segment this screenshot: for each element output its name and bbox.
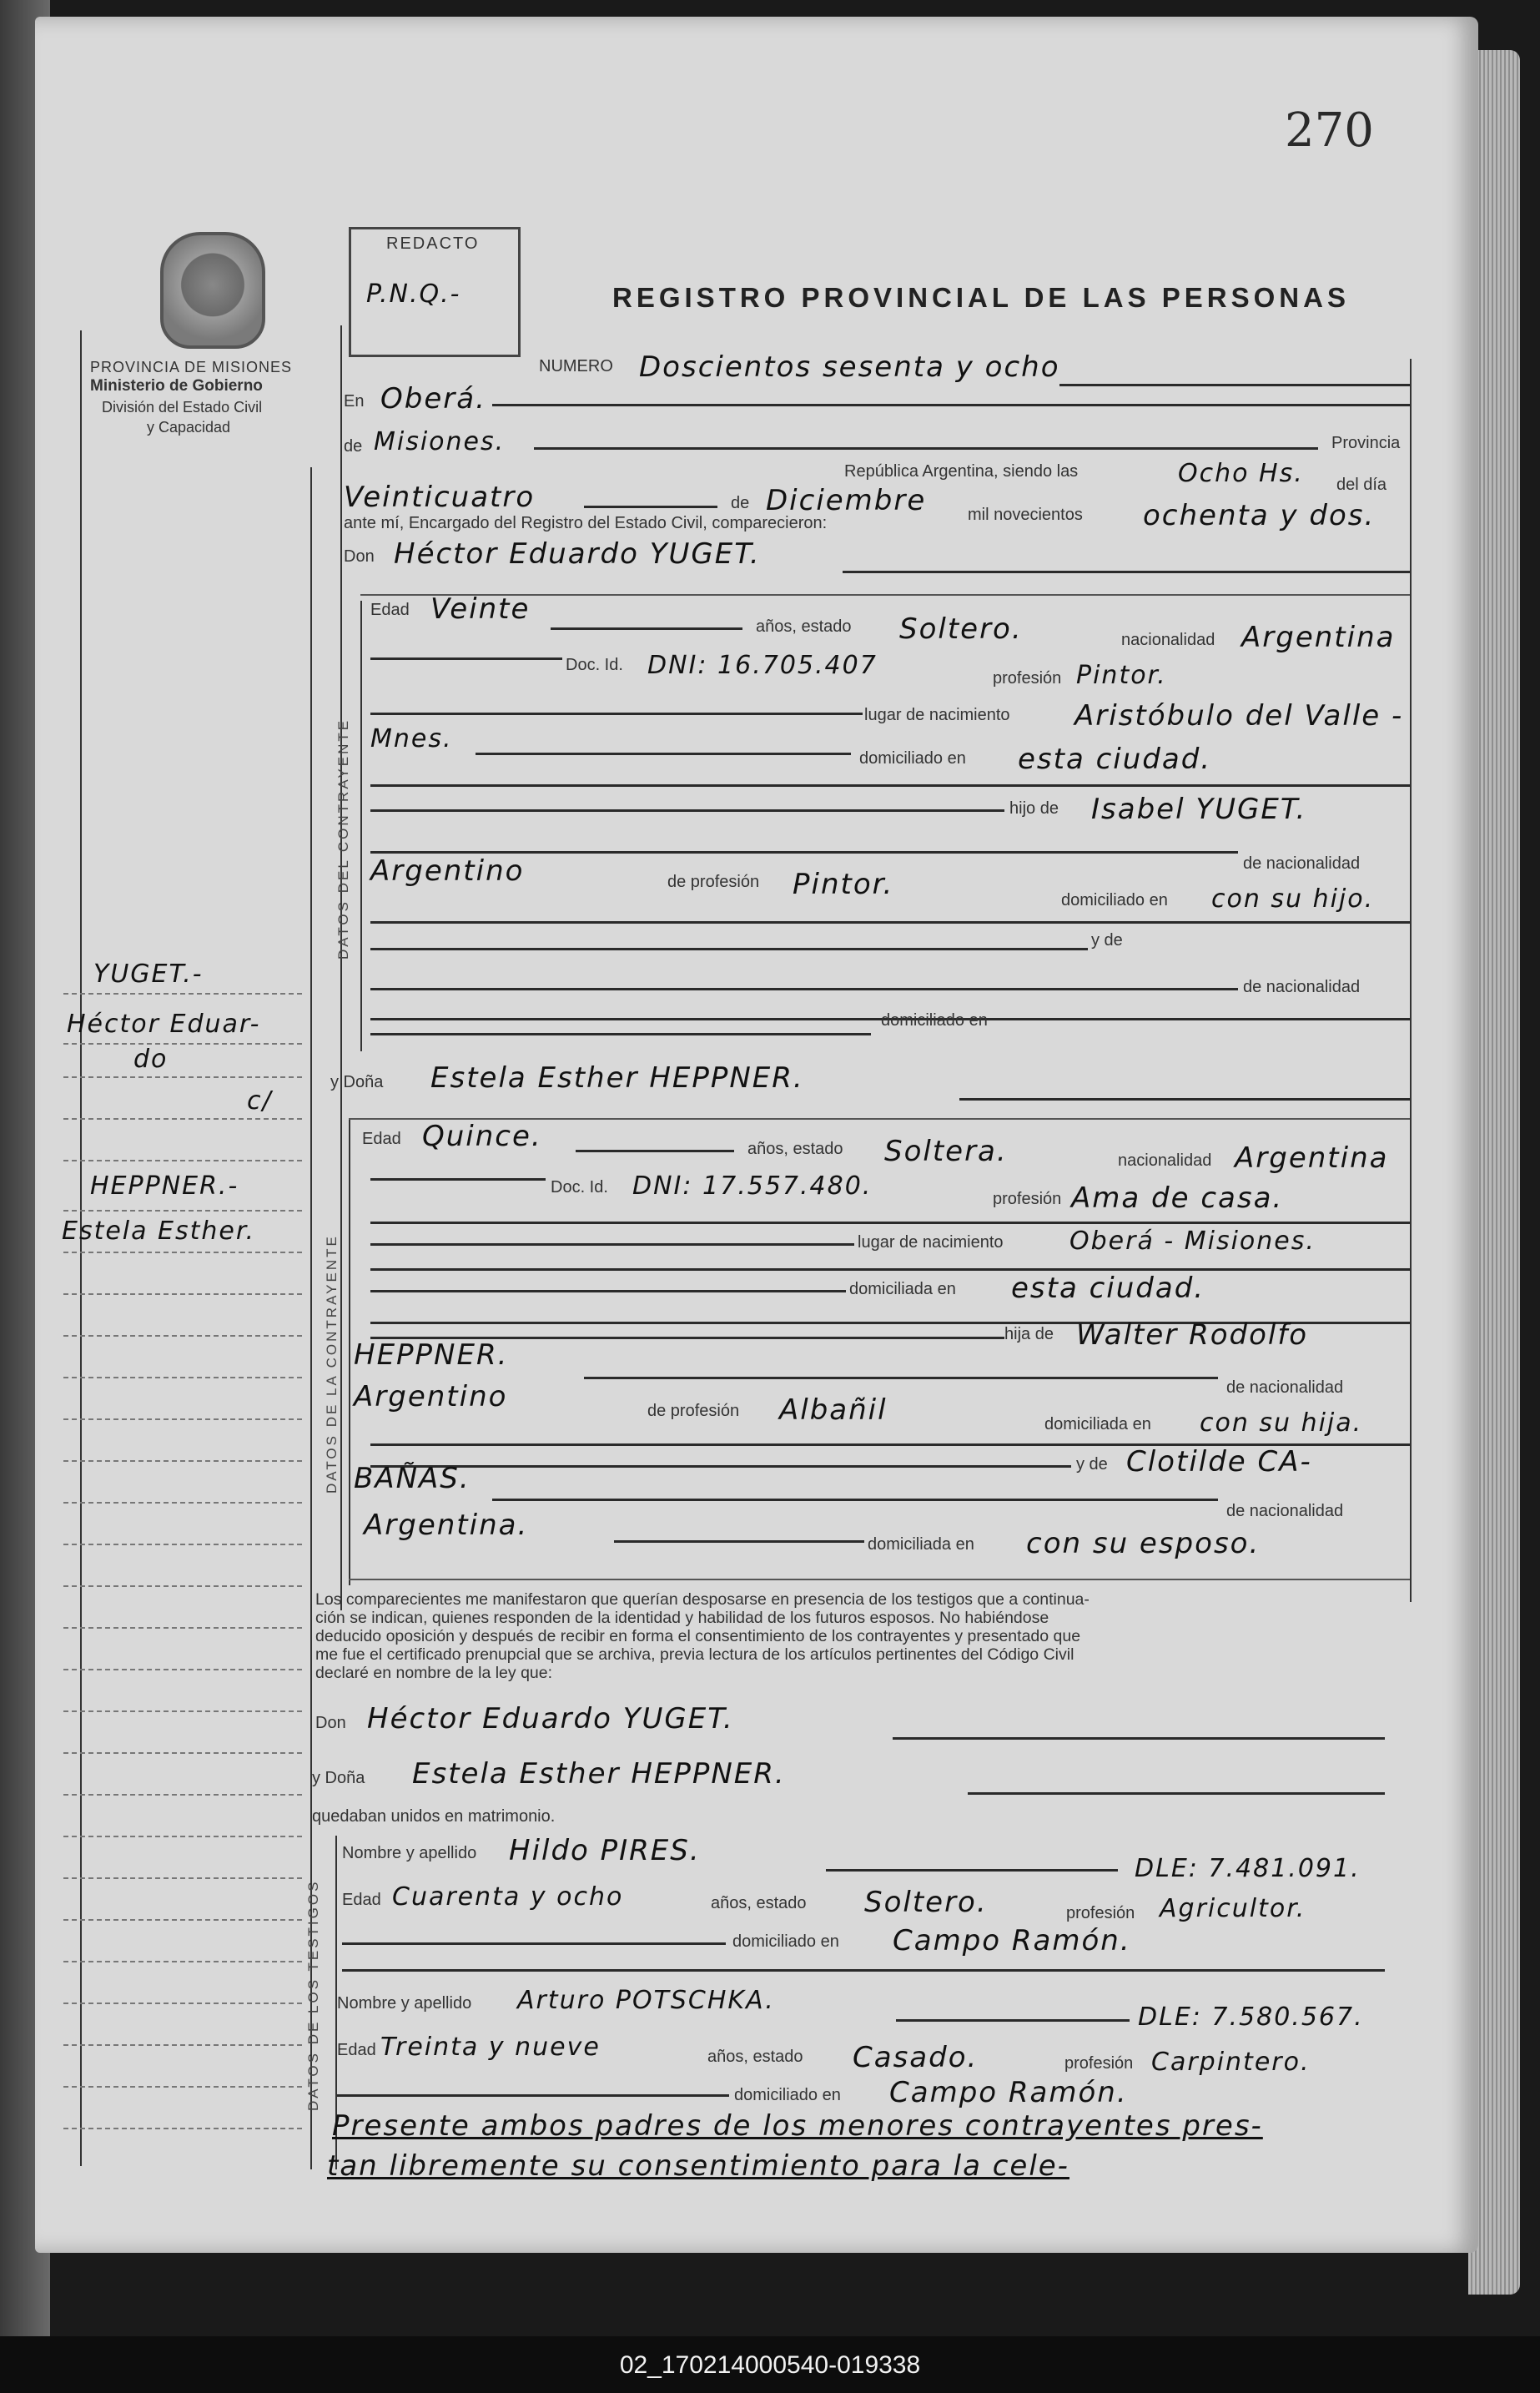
declaration-paragraph bbox=[315, 1590, 1383, 1682]
redacto-box bbox=[349, 227, 521, 357]
declaration-line: deducido oposición y después de recibir en forma el consentimiento de los contrayentes y presentado que bbox=[315, 1627, 1081, 1645]
redacto-value: P.N.Q.- bbox=[366, 280, 461, 309]
fill-line bbox=[1059, 384, 1410, 386]
groom-anos-label: años, estado bbox=[756, 617, 852, 636]
bride-estado: Soltera. bbox=[884, 1135, 1008, 1168]
t1-prof-label: profesión bbox=[1066, 1904, 1135, 1922]
fill-line bbox=[492, 404, 1410, 406]
t2-anos-label: años, estado bbox=[707, 2048, 803, 2066]
fill-line bbox=[337, 2094, 729, 2097]
bride-edad: Quince. bbox=[422, 1120, 542, 1153]
bride-hija-label: hija de bbox=[1004, 1325, 1054, 1343]
scan-identifier: 02_170214000540-019338 bbox=[619, 2351, 921, 2379]
header-capacidad: y Capacidad bbox=[147, 419, 231, 436]
final-note-line: tan libremente su consentimiento para la cele- bbox=[327, 2149, 1069, 2183]
t1-nombre-label: Nombre y apellido bbox=[342, 1844, 477, 1862]
fill-line bbox=[893, 1737, 1385, 1740]
groom-padre-prof: Pintor. bbox=[793, 868, 894, 901]
bride-name: Estela Esther HEPPNER. bbox=[430, 1061, 804, 1095]
margin-rule bbox=[63, 2128, 305, 2129]
t1-anos-label: años, estado bbox=[711, 1894, 807, 1912]
groom-lugar-nac-cont: Mnes. bbox=[370, 724, 453, 753]
t2-domicilio: Campo Ramón. bbox=[889, 2076, 1128, 2109]
t1-domicilio: Campo Ramón. bbox=[893, 1924, 1131, 1957]
fill-line bbox=[370, 1178, 546, 1181]
margin-rule bbox=[63, 1627, 305, 1629]
fecha-de-label: de bbox=[731, 494, 750, 512]
groom-section-label: DATOS DEL CONTRAYENTE bbox=[335, 718, 351, 960]
dia-value: Veinticuatro bbox=[344, 481, 536, 514]
margin-rule bbox=[63, 1710, 305, 1712]
fill-line bbox=[534, 447, 1318, 450]
coat-of-arms-seal bbox=[160, 232, 265, 349]
bride-prof-label: profesión bbox=[993, 1190, 1062, 1208]
t1-profesion: Agricultor. bbox=[1160, 1894, 1306, 1923]
margin-rule bbox=[63, 993, 305, 995]
section-rule bbox=[349, 1579, 1410, 1580]
contrayente2-rule bbox=[349, 1118, 350, 1585]
fill-line bbox=[370, 1222, 1410, 1224]
bride-madre-cont: BAÑAS. bbox=[354, 1462, 471, 1495]
groom-hijo-label: hijo de bbox=[1009, 799, 1059, 818]
header-ministerio: Ministerio de Gobierno bbox=[90, 377, 263, 395]
bride-padre-nac: Argentino bbox=[354, 1380, 508, 1413]
bride-padre-cont: HEPPNER. bbox=[354, 1338, 509, 1372]
groom-lugar-nac-label: lugar de nacimiento bbox=[864, 706, 1010, 724]
fill-line bbox=[492, 1499, 1218, 1501]
margin-rule bbox=[63, 1252, 305, 1253]
groom-dom3-label: domiciliado en bbox=[881, 1011, 988, 1030]
margin-rule bbox=[63, 1544, 305, 1545]
redacto-label: REDACTO bbox=[386, 234, 480, 253]
margin-rule bbox=[63, 1293, 305, 1295]
fill-line bbox=[968, 1792, 1385, 1795]
t1-edad: Cuarenta y ocho bbox=[392, 1882, 624, 1912]
groom-doc: DNI: 16.705.407 bbox=[647, 651, 878, 680]
bride-edad-label: Edad bbox=[362, 1130, 401, 1148]
fill-line bbox=[826, 1869, 1118, 1872]
fill-line bbox=[370, 784, 1410, 787]
margin-rule bbox=[63, 1335, 305, 1337]
anio-value: ochenta y dos. bbox=[1143, 499, 1376, 532]
groom-estado: Soltero. bbox=[899, 612, 1023, 646]
margin-rule bbox=[63, 1043, 305, 1045]
bride-nac-label: nacionalidad bbox=[1118, 1151, 1212, 1170]
de-value: Misiones. bbox=[374, 427, 506, 456]
fill-line bbox=[370, 1243, 854, 1246]
margin-rule bbox=[63, 1160, 305, 1161]
t2-prof-label: profesión bbox=[1064, 2054, 1134, 2073]
bride-de-nac-label: de nacionalidad bbox=[1226, 1378, 1344, 1397]
groom-edad: Veinte bbox=[430, 592, 531, 626]
fill-line bbox=[843, 571, 1410, 573]
header-division: División del Estado Civil bbox=[102, 399, 263, 416]
fill-line bbox=[370, 809, 1004, 812]
mil-label: mil novecientos bbox=[968, 506, 1083, 524]
margin-surname-groom: YUGET.- bbox=[93, 960, 204, 989]
bride-madre: Clotilde CA- bbox=[1126, 1445, 1312, 1479]
fill-line bbox=[584, 506, 717, 508]
fill-line bbox=[370, 921, 1410, 924]
groom-doc-label: Doc. Id. bbox=[566, 656, 623, 674]
margin-rule bbox=[63, 1502, 305, 1504]
republica-text: República Argentina, siendo las bbox=[844, 462, 1079, 481]
margin-surname-bride: HEPPNER.- bbox=[90, 1171, 239, 1201]
margin-rule bbox=[63, 2086, 305, 2088]
bride-section-label: DATOS DE LA CONTRAYENTE bbox=[324, 1234, 340, 1494]
fill-line bbox=[584, 1377, 1218, 1379]
margin-rule bbox=[63, 1585, 305, 1587]
t2-dom-label: domiciliado en bbox=[734, 2086, 841, 2104]
groom-padre-dom: con su hijo. bbox=[1211, 884, 1375, 914]
groom-profesion: Pintor. bbox=[1076, 661, 1167, 690]
groom-padre: Isabel YUGET. bbox=[1091, 793, 1307, 826]
margin-rule bbox=[63, 2003, 305, 2004]
fill-line bbox=[370, 988, 1238, 990]
en-value: Oberá. bbox=[380, 382, 486, 416]
fill-line bbox=[551, 627, 742, 630]
union-don: Héctor Eduardo YUGET. bbox=[367, 1702, 734, 1736]
bride-domicilio: esta ciudad. bbox=[1011, 1272, 1205, 1305]
del-dia-label: del día bbox=[1336, 476, 1387, 494]
fill-line bbox=[370, 1290, 846, 1292]
margin-con: c/ bbox=[247, 1086, 273, 1116]
hora-value: Ocho Hs. bbox=[1178, 459, 1304, 488]
t1-doc: DLE: 7.481.091. bbox=[1135, 1854, 1361, 1883]
declaration-line: Los comparecientes me manifestaron que querían desposarse en presencia de los testigos que a continua- bbox=[315, 1590, 1090, 1609]
bride-dom-label: domiciliada en bbox=[849, 1280, 956, 1298]
groom-dom-label: domiciliado en bbox=[859, 749, 966, 768]
margin-rule bbox=[63, 2044, 305, 2046]
final-note-line: Presente ambos padres de los menores contrayentes pres- bbox=[332, 2109, 1263, 2143]
t2-nombre: Arturo POTSCHKA. bbox=[517, 1986, 775, 2015]
declaration-line: me fue el certificado prenupcial que se archiva, previa lectura de los artículos pertinentes del Código Civil bbox=[315, 1645, 1074, 1664]
bride-madre-nac: Argentina. bbox=[364, 1509, 529, 1542]
groom-y-de-label: y de bbox=[1091, 931, 1123, 950]
fill-line bbox=[370, 657, 562, 660]
groom-lugar-nac: Aristóbulo del Valle - bbox=[1074, 699, 1404, 733]
contrayente-rule bbox=[360, 601, 362, 1051]
bride-de-nac2-label: de nacionalidad bbox=[1226, 1502, 1344, 1520]
de-label: de bbox=[344, 437, 363, 456]
t2-doc: DLE: 7.580.567. bbox=[1138, 2003, 1364, 2032]
groom-dom2-label: domiciliado en bbox=[1061, 891, 1168, 909]
t1-nombre: Hildo PIRES. bbox=[509, 1834, 701, 1867]
t2-nombre-label: Nombre y apellido bbox=[337, 1994, 472, 2013]
margin-name-bride: Estela Esther. bbox=[62, 1217, 255, 1246]
bride-profesion: Ama de casa. bbox=[1071, 1181, 1284, 1215]
bride-doc-label: Doc. Id. bbox=[551, 1178, 608, 1196]
t1-dom-label: domiciliado en bbox=[732, 1932, 839, 1951]
margin-rule bbox=[63, 1836, 305, 1837]
en-label: En bbox=[344, 392, 365, 411]
groom-nacionalidad: Argentina bbox=[1241, 621, 1396, 654]
header-provincia: PROVINCIA DE MISIONES bbox=[90, 359, 293, 375]
ante-mi-text: ante mí, Encargado del Registro del Estado Civil, comparecieron: bbox=[344, 514, 828, 532]
groom-de-nac-label: de nacionalidad bbox=[1243, 854, 1361, 873]
groom-edad-label: Edad bbox=[370, 601, 410, 619]
numero-value: Doscientos sesenta y ocho bbox=[639, 350, 1060, 384]
don-label: Don bbox=[344, 547, 375, 566]
bride-nacionalidad: Argentina bbox=[1235, 1141, 1389, 1175]
groom-prof-label: profesión bbox=[993, 669, 1062, 688]
margin-rule bbox=[63, 1794, 305, 1796]
declaration-line: declaré en nombre de la ley que: bbox=[315, 1664, 553, 1682]
bride-dom2-label: domiciliada en bbox=[1044, 1415, 1151, 1433]
fill-line bbox=[476, 753, 851, 755]
t2-edad: Treinta y nueve bbox=[380, 2033, 601, 2062]
groom-padre-nac: Argentino bbox=[370, 854, 525, 888]
bride-madre-dom: con su esposo. bbox=[1026, 1527, 1261, 1560]
fill-line bbox=[370, 948, 1088, 950]
groom-domicilio: esta ciudad. bbox=[1018, 743, 1212, 776]
groom-name: Héctor Eduardo YUGET. bbox=[394, 537, 761, 571]
fill-line bbox=[896, 2019, 1130, 2022]
groom-de-nac2-label: de nacionalidad bbox=[1243, 978, 1361, 996]
fill-line bbox=[370, 851, 1238, 854]
fill-line bbox=[370, 1033, 871, 1035]
margin-rule bbox=[63, 1877, 305, 1879]
page-title: REGISTRO PROVINCIAL DE LAS PERSONAS bbox=[612, 282, 1350, 313]
bride-padre-prof: Albañil bbox=[779, 1393, 888, 1427]
bride-y-de-label: y de bbox=[1076, 1455, 1108, 1474]
fill-line bbox=[959, 1098, 1410, 1101]
margin-rule bbox=[63, 1752, 305, 1754]
dona-label: y Doña bbox=[330, 1073, 384, 1091]
fill-line bbox=[370, 713, 863, 715]
bride-anos-label: años, estado bbox=[747, 1140, 843, 1158]
t2-profesion: Carpintero. bbox=[1151, 2048, 1311, 2077]
bride-padre: Walter Rodolfo bbox=[1076, 1318, 1309, 1352]
fill-line bbox=[370, 1268, 1410, 1271]
margin-rule bbox=[63, 1418, 305, 1420]
fill-line bbox=[576, 1150, 734, 1152]
union-dona-label: y Doña bbox=[312, 1769, 365, 1787]
union-dona: Estela Esther HEPPNER. bbox=[412, 1757, 786, 1791]
body-right-rule bbox=[1410, 359, 1412, 1602]
t2-estado: Casado. bbox=[853, 2041, 979, 2074]
bride-lugar-nac-label: lugar de nacimiento bbox=[858, 1233, 1004, 1252]
testigos-section-label: DATOS DE LOS TESTIGOS bbox=[305, 1879, 321, 2111]
margin-rule bbox=[63, 1961, 305, 1962]
provincia-label: Provincia bbox=[1331, 434, 1401, 452]
bride-padre-dom: con su hija. bbox=[1200, 1408, 1363, 1438]
margin-rule bbox=[63, 1669, 305, 1670]
mes-value: Diciembre bbox=[766, 484, 927, 517]
margin-name-groom: Héctor Eduar- bbox=[67, 1010, 261, 1039]
fill-line bbox=[342, 1942, 726, 1945]
margin-rule bbox=[63, 1377, 305, 1378]
bride-doc: DNI: 17.557.480. bbox=[632, 1171, 873, 1201]
t1-estado: Soltero. bbox=[864, 1886, 988, 1919]
fill-line bbox=[370, 1465, 1071, 1468]
declaration-line: ción se indican, quienes responden de la identidad y habilidad de los futuros esposos. No habiéndose bbox=[315, 1609, 1049, 1627]
margin-rule bbox=[63, 1919, 305, 1921]
quedaban-text: quedaban unidos en matrimonio. bbox=[312, 1807, 556, 1826]
fill-line bbox=[614, 1540, 864, 1543]
margin-name-groom-cont: do bbox=[133, 1045, 169, 1074]
t1-edad-label: Edad bbox=[342, 1891, 381, 1909]
t2-edad-label: Edad bbox=[337, 2041, 376, 2059]
fill-line bbox=[342, 1969, 1385, 1972]
body-left-rule bbox=[340, 325, 342, 1610]
bride-lugar-nac: Oberá - Misiones. bbox=[1069, 1227, 1316, 1256]
margin-rule bbox=[63, 1460, 305, 1462]
left-margin-rule bbox=[80, 330, 82, 2166]
bride-dom3-label: domiciliada en bbox=[868, 1535, 974, 1554]
groom-nac-label: nacionalidad bbox=[1121, 631, 1215, 649]
margin-rule bbox=[63, 1210, 305, 1212]
page-number: 270 bbox=[1285, 103, 1374, 158]
margin-rule bbox=[63, 1118, 305, 1120]
margin-rule bbox=[63, 1076, 305, 1078]
union-don-label: Don bbox=[315, 1714, 346, 1732]
bride-de-prof-label: de profesión bbox=[647, 1402, 740, 1420]
groom-de-prof-label: de profesión bbox=[667, 873, 760, 891]
numero-label: NUMERO bbox=[539, 357, 613, 375]
